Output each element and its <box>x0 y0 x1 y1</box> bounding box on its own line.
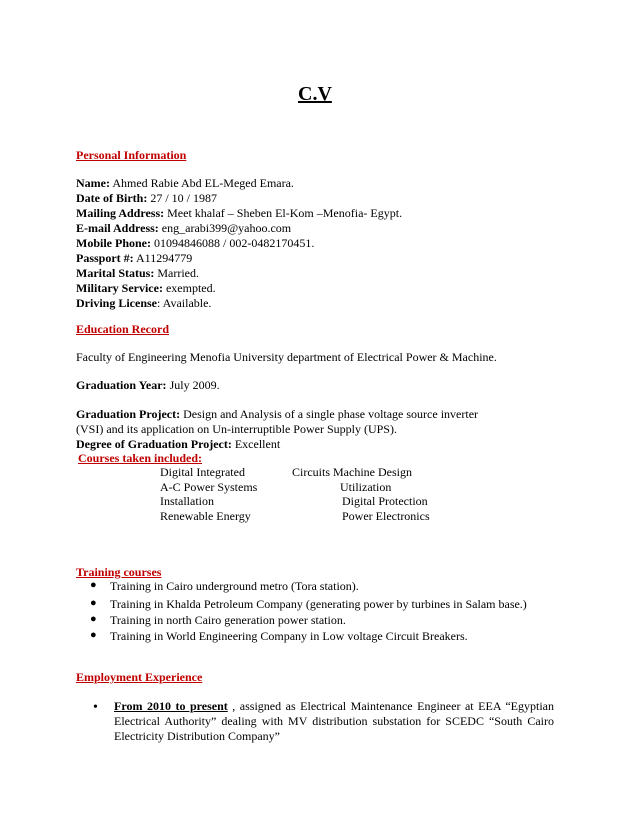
driving-license-field <box>76 296 211 311</box>
field-label: Driving License <box>76 296 157 310</box>
field-label: Date of Birth: <box>76 191 148 205</box>
marital-status-field <box>76 266 199 281</box>
field-label: Degree of Graduation Project: <box>76 437 232 451</box>
personal-information-heading: Personal Information <box>76 148 187 162</box>
course-left: Installation <box>160 494 214 508</box>
field-label: Military Service: <box>76 281 163 295</box>
field-label: Graduation Project: <box>76 407 181 421</box>
field-value: Ahmed Rabie Abd EL-Meged Emara. <box>109 176 294 190</box>
course-right: Power Electronics <box>342 509 430 523</box>
field-value: : Available. <box>157 296 212 310</box>
field-label: E-mail Address: <box>76 221 159 235</box>
bullet-icon: • <box>93 700 98 715</box>
course-left: Digital Integrated <box>160 465 245 479</box>
email-address-field <box>76 221 291 236</box>
field-label: Marital Status: <box>76 266 155 280</box>
course-right: Utilization <box>340 480 392 494</box>
bullet-icon: ● <box>90 629 97 641</box>
name-field <box>76 176 294 191</box>
course-left: Renewable Energy <box>160 509 251 523</box>
field-value: Design and Analysis of a single phase voltage source inverter <box>180 407 479 421</box>
page-title: C.V <box>298 83 332 105</box>
courses-heading: Courses taken included: <box>78 451 203 465</box>
field-label: Graduation Year: <box>76 378 167 392</box>
passport-field <box>76 251 192 266</box>
course-left: A-C Power Systems <box>160 480 258 494</box>
bullet-icon: ● <box>90 597 97 609</box>
field-value: Married. <box>154 266 199 280</box>
field-value: A11294779 <box>133 251 193 265</box>
field-value: Excellent <box>231 437 281 451</box>
mailing-address-field <box>76 206 402 221</box>
field-value: eng_arabi399@yahoo.com <box>158 221 292 235</box>
field-value: 01094846088 / 002-0482170451. <box>151 236 315 250</box>
employment-description: , assigned as Electrical Maintenance Engineer at EEA “Egyptian Electrical Authority” dealing with MV distribution substation for SCEDC “South Cairo Electricity Distribution Company” <box>114 699 554 743</box>
employment-period: From 2010 to present <box>114 699 228 713</box>
field-label: Passport #: <box>76 251 134 265</box>
employment-item <box>114 699 554 744</box>
list-item: Training in north Cairo generation power station. <box>110 613 346 627</box>
list-item: Training in Cairo underground metro (Tora station). <box>110 579 359 593</box>
degree-of-graduation-field <box>76 437 280 452</box>
field-label: Mobile Phone: <box>76 236 151 250</box>
field-value: exempted. <box>162 281 216 295</box>
mobile-phone-field <box>76 236 314 251</box>
list-item: Training in Khalda Petroleum Company (generating power by turbines in Salam base.) <box>110 597 527 611</box>
bullet-icon: ● <box>90 613 97 625</box>
date-of-birth-field <box>76 191 217 206</box>
training-courses-heading: Training courses <box>76 565 162 579</box>
faculty-text: Faculty of Engineering Menofia University department of Electrical Power & Machine. <box>76 350 497 364</box>
field-value: 27 / 10 / 1987 <box>147 191 217 205</box>
graduation-project-field <box>76 407 478 422</box>
employment-experience-heading: Employment Experience <box>76 670 203 684</box>
bullet-icon: ● <box>90 579 97 591</box>
field-label: Mailing Address: <box>76 206 165 220</box>
field-label: Name: <box>76 176 110 190</box>
field-value: Meet khalaf – Sheben El-Kom –Menofia- Egypt. <box>164 206 403 220</box>
graduation-year-field <box>76 378 220 393</box>
course-right: Digital Protection <box>342 494 428 508</box>
military-service-field <box>76 281 216 296</box>
graduation-project-continued: (VSI) and its application on Un-interruptible Power Supply (UPS). <box>76 422 397 436</box>
field-value: July 2009. <box>166 378 220 392</box>
list-item: Training in World Engineering Company in Low voltage Circuit Breakers. <box>110 629 468 643</box>
course-right: Circuits Machine Design <box>292 465 412 479</box>
education-record-heading: Education Record <box>76 322 169 336</box>
